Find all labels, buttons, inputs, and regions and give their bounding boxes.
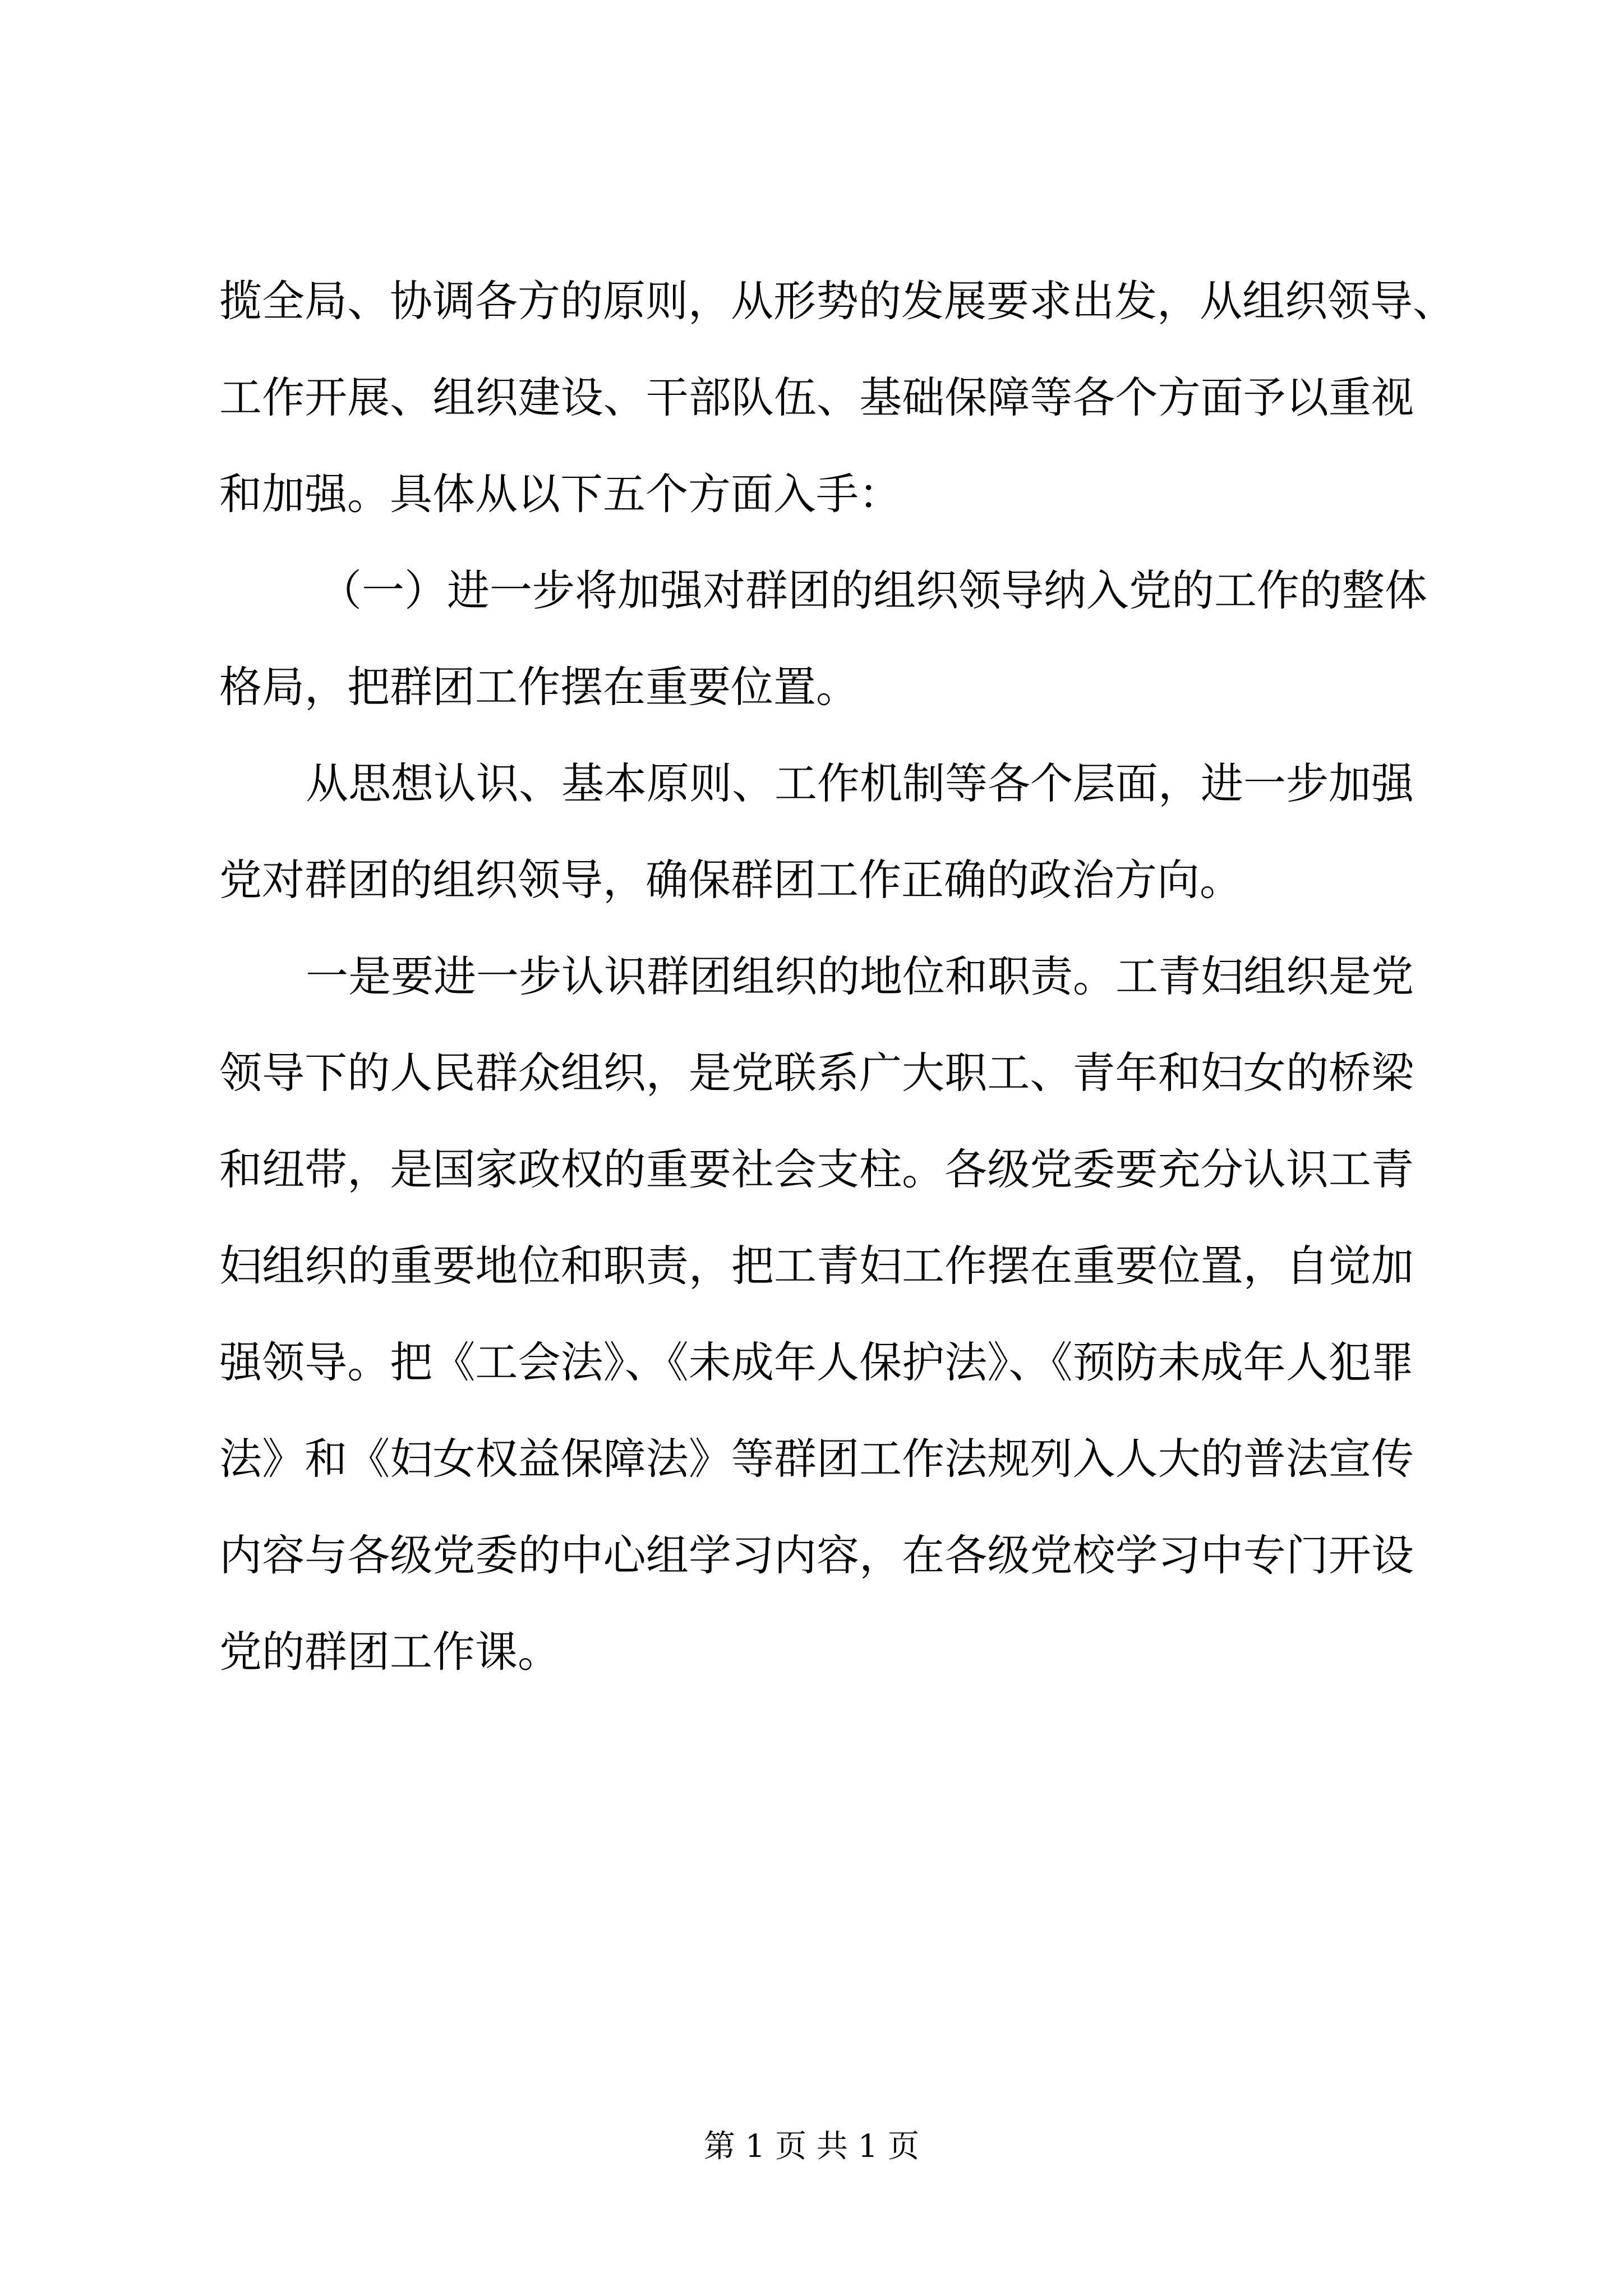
text-line: 和纽带，是国家政权的重要社会支柱。各级党委要充分认识工青 bbox=[219, 1144, 1414, 1194]
text-line: 妇组织的重要地位和职责，把工青妇工作摆在重要位置，自觉加 bbox=[219, 1241, 1414, 1291]
text-line: 揽全局、协调各方的原则，从形势的发展要求出发，从组织领导、 bbox=[219, 276, 1455, 326]
section-heading-line: （一）进一步将加强对群团的组织领导纳入党的工作的整体 bbox=[319, 565, 1427, 615]
text-line: 领导下的人民群众组织，是党联系广大职工、青年和妇女的桥梁 bbox=[219, 1048, 1414, 1098]
text-line: 工作开展、组织建设、干部队伍、基础保障等各个方面予以重视 bbox=[219, 372, 1414, 422]
text-line: 从思想认识、基本原则、工作机制等各个层面，进一步加强 bbox=[306, 758, 1414, 808]
text-line: 一是要进一步认识群团组织的地位和职责。工青妇组织是党 bbox=[306, 951, 1414, 1001]
text-line: 法》和《妇女权益保障法》等群团工作法规列入人大的普法宣传 bbox=[219, 1434, 1414, 1484]
text-line: 强领导。把《工会法》、《未成年人保护法》、《预防未成年人犯罪 bbox=[219, 1337, 1414, 1387]
text-line: 和加强。具体从以下五个方面入手： bbox=[219, 469, 901, 519]
page-number-footer: 第 1 页 共 1 页 bbox=[703, 2128, 920, 2165]
text-line: 内容与各级党委的中心组学习内容，在各级党校学习中专门开设 bbox=[219, 1530, 1414, 1580]
text-line: 党的群团工作课。 bbox=[219, 1627, 560, 1677]
text-line: 党对群团的组织领导，确保群团工作正确的政治方向。 bbox=[219, 855, 1242, 905]
section-heading-line: 格局，把群团工作摆在重要位置。 bbox=[219, 662, 859, 712]
document-body bbox=[219, 253, 1455, 1700]
